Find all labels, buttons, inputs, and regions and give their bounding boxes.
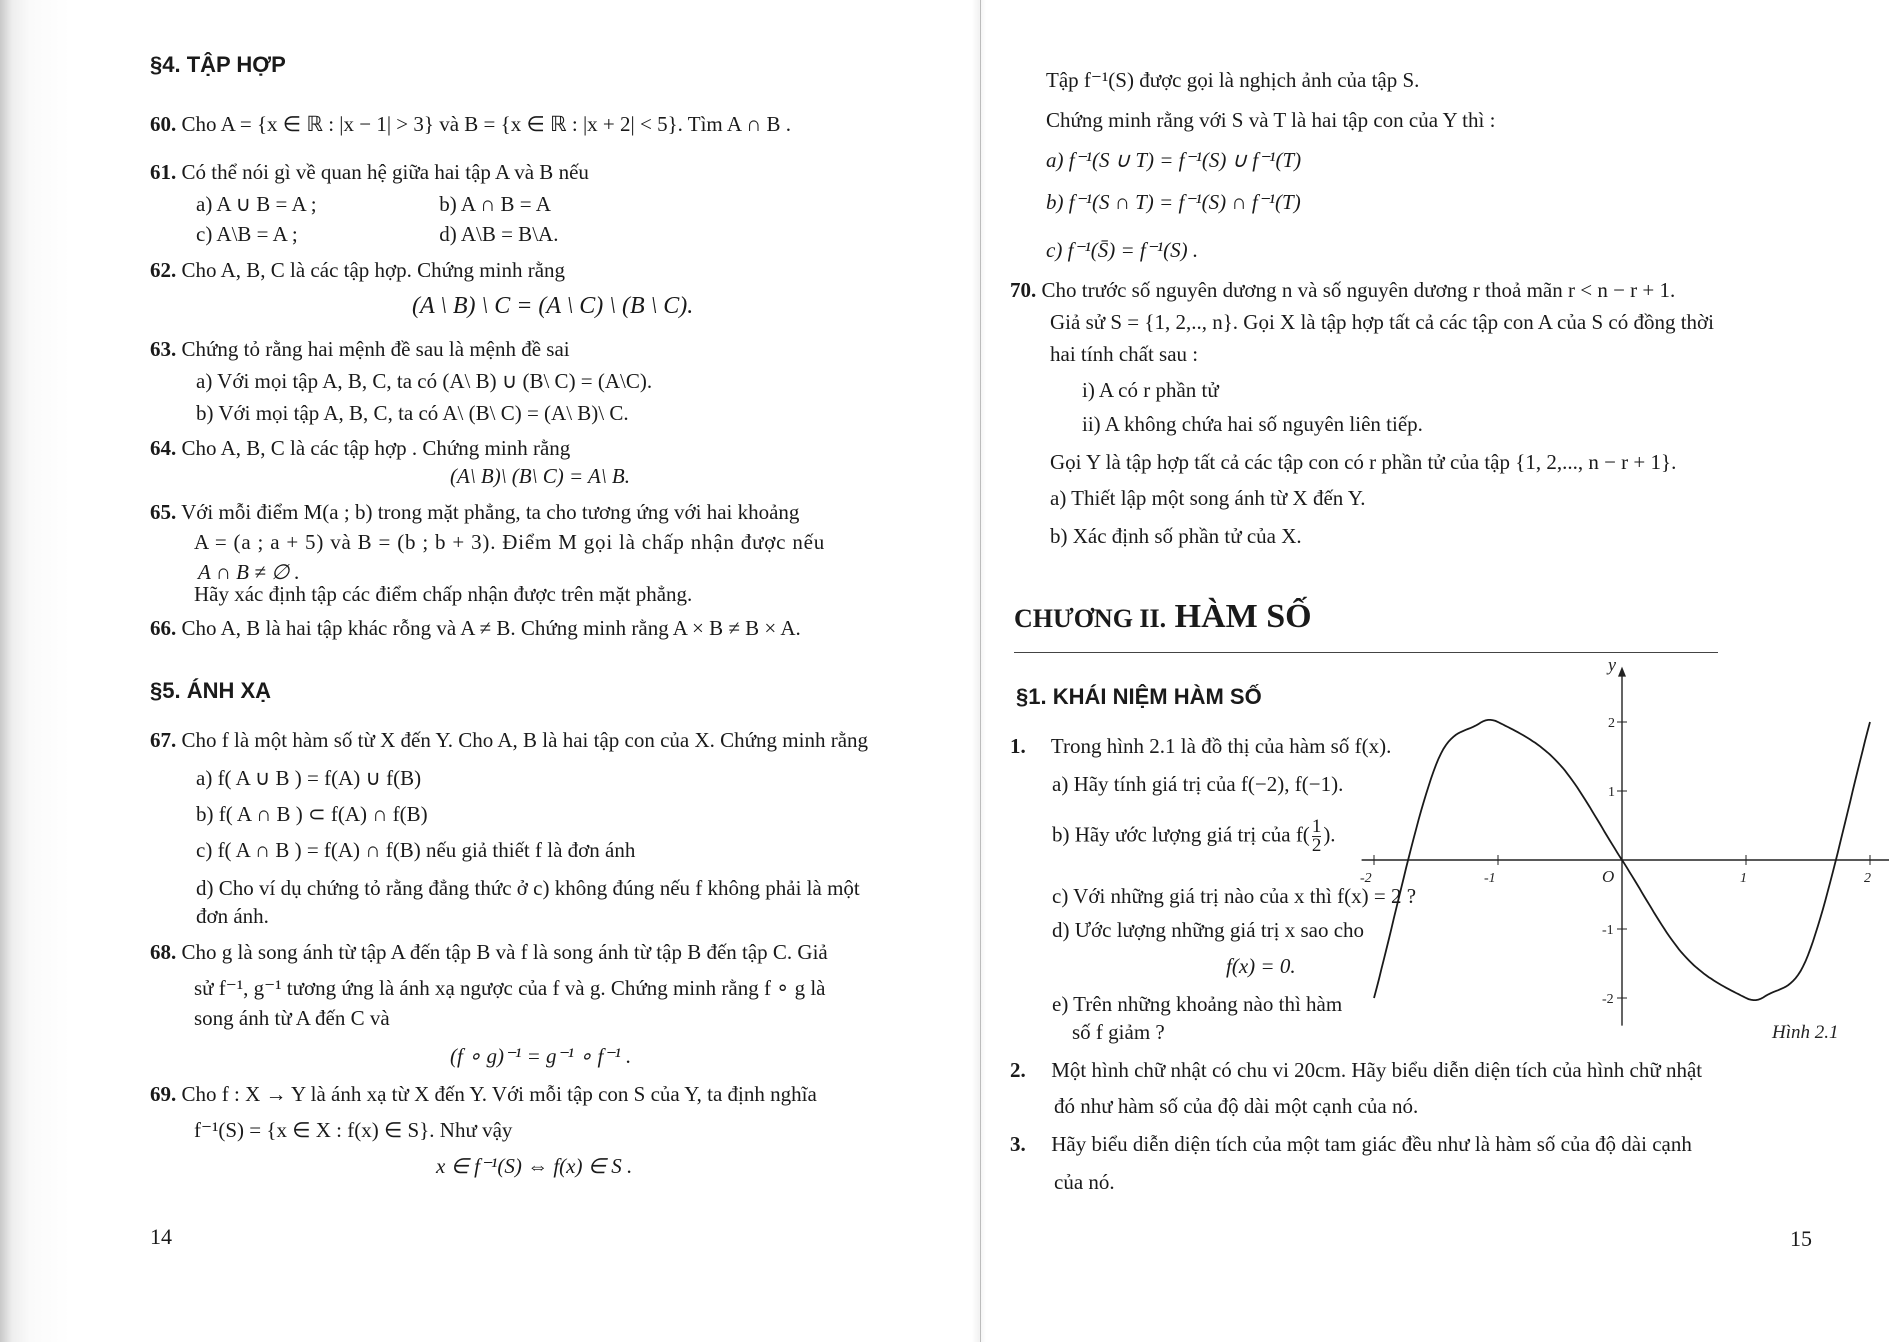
exercise-text: Chứng tỏ rằng hai mệnh đề sau là mệnh đề sai — [181, 337, 570, 361]
exercise-70-line-3: hai tính chất sau : — [1050, 342, 1199, 366]
intro-line-1: Tập f⁻¹(S) được gọi là nghịch ảnh của tập S. — [1046, 68, 1420, 92]
exercise-68-line-2: sử f⁻¹, g⁻¹ tương ứng là ánh xạ ngược của f và g. Chứng minh rằng f ∘ g là — [194, 976, 826, 1000]
b-suffix: ). — [1323, 822, 1336, 847]
x-tick-label: 1 — [1740, 871, 1747, 886]
exercise-text: Có thể nói gì về quan hệ giữa hai tập A và B nếu — [181, 160, 589, 184]
exercise-68 — [150, 936, 950, 968]
exercise-62 — [150, 254, 950, 286]
exercise-line-1: Một hình chữ nhật có chu vi 20cm. Hãy biểu diễn diện tích của hình chữ nhật — [1051, 1058, 1703, 1082]
exercise-64-formula: (A\ B)\ (B\ C) = A\ B. — [450, 464, 630, 488]
section-1-title: §1. KHÁI NIỆM HÀM SỐ — [1016, 684, 1262, 709]
y-tick-label: -1 — [1602, 923, 1614, 938]
exercise-67-d1: d) Cho ví dụ chứng tỏ rằng đẳng thức ở c) không đúng nếu f không phải là một — [196, 876, 860, 900]
exercise-number: 67. — [150, 728, 177, 752]
exercise-number: 63. — [150, 337, 177, 361]
exercise-62-formula: (A \ B) \ C = (A \ C) \ (B \ C). — [412, 293, 694, 319]
exercise-number: 3. — [1010, 1132, 1026, 1156]
exercise-69 — [150, 1078, 950, 1110]
exercise-1-d-formula: f(x) = 0. — [1226, 954, 1296, 978]
exercise-text: Cho A, B, C là các tập hợp . Chứng minh rằng — [181, 436, 571, 460]
left-page — [150, 0, 950, 1342]
spine-fold-line — [980, 0, 981, 1342]
exercise-2-line-2: đó như hàm số của độ dài một cạnh của nó. — [1054, 1094, 1419, 1118]
option-a: a) A ∪ B = A ; — [196, 192, 317, 216]
book-spine — [972, 0, 986, 1342]
exercise-67 — [150, 724, 950, 756]
exercise-text: Cho A = {x ∈ ℝ : |x − 1| > 3} và B = {x ∈ ℝ : |x + 2| < 5}. Tìm A ∩ B . — [181, 112, 792, 136]
section-5-title: §5. ÁNH XẠ — [150, 678, 272, 703]
exercise-68-formula: (f ∘ g)⁻¹ = g⁻¹ ∘ f⁻¹ . — [450, 1044, 632, 1068]
y-axis-arrow — [1618, 667, 1626, 677]
exercise-70-b: b) Xác định số phần tử của X. — [1050, 524, 1302, 548]
exercise-65-line-3: A ∩ B ≠ ∅ . — [198, 560, 300, 584]
section-4-title: §4. TẬP HỢP — [150, 52, 286, 77]
fraction-numerator: 1 — [1311, 816, 1322, 837]
property-a: a) f⁻¹(S ∪ T) = f⁻¹(S) ∪ f⁻¹(T) — [1046, 148, 1302, 172]
exercise-number: 61. — [150, 160, 177, 184]
exercise-65-line-4: Hãy xác định tập các điểm chấp nhận được trên mặt phẳng. — [194, 582, 693, 606]
exercise-63 — [150, 333, 950, 365]
exercise-number: 1. — [1010, 734, 1026, 758]
option-d: d) A\B = B\A. — [439, 222, 559, 246]
exercise-number: 65. — [150, 500, 177, 524]
exercise-number: 66. — [150, 616, 177, 640]
exercise-3-line-2: của nó. — [1054, 1170, 1115, 1194]
exercise-70 — [1010, 274, 1830, 306]
x-tick-label: -1 — [1484, 871, 1496, 886]
intro-line-2: Chứng minh rằng với S và T là hai tập con của Y thì : — [1046, 108, 1496, 132]
exercise-number: 64. — [150, 436, 177, 460]
exercise-text: Trong hình 2.1 là đồ thị của hàm số f(x). — [1050, 734, 1392, 758]
chapter-prefix: CHƯƠNG II. — [1014, 604, 1167, 633]
figure-2-1-graph — [1360, 654, 1871, 1046]
exercise-number: 68. — [150, 940, 177, 964]
chapter-heading — [1014, 598, 1830, 636]
fraction-denominator: 2 — [1311, 835, 1322, 856]
property-c: c) f⁻¹(S̄) = f⁻¹(S) . — [1046, 238, 1199, 262]
exercise-number: 62. — [150, 258, 177, 282]
exercise-61-row1 — [150, 188, 950, 220]
exercise-line-1: Cho f : X → Y là ánh xạ từ X đến Y. Với mỗi tập con S của Y, ta định nghĩa — [181, 1082, 817, 1106]
exercise-67-a: a) f( A ∪ B ) = f(A) ∪ f(B) — [196, 766, 422, 790]
y-tick-label: 2 — [1608, 716, 1615, 731]
exercise-1-e1: e) Trên những khoảng nào thì hàm — [1052, 992, 1343, 1016]
exercise-line-1: Cho trước số nguyên dương n và số nguyên dương r thoả mãn r < n − r + 1. — [1041, 278, 1676, 302]
x-tick-label: O — [1602, 867, 1615, 886]
exercise-text: Cho A, B là hai tập khác rỗng và A ≠ B. Chứng minh rằng A × B ≠ B × A. — [181, 616, 801, 640]
exercise-text: Cho f là một hàm số từ X đến Y. Cho A, B là hai tập con của X. Chứng minh rằng — [181, 728, 869, 752]
exercise-70-line-4: Gọi Y là tập hợp tất cả các tập con có r phần tử của tập {1, 2,..., n − r + 1}. — [1050, 450, 1677, 474]
exercise-70-i: i) A có r phần tử — [1082, 378, 1219, 402]
exercise-1-e2: số f giảm ? — [1072, 1020, 1165, 1044]
exercise-61-row2 — [150, 218, 950, 250]
exercise-67-d2: đơn ánh. — [196, 904, 269, 928]
option-c: c) A\B = A ; — [196, 222, 298, 246]
page-number: 14 — [150, 1224, 172, 1249]
exercise-3 — [1010, 1128, 1830, 1160]
exercise-60 — [150, 108, 950, 140]
page-binding-shadow — [0, 0, 70, 1342]
fraction — [1312, 818, 1322, 855]
page-number: 15 — [1790, 1226, 1812, 1251]
exercise-61 — [150, 156, 950, 188]
y-tick-label: -2 — [1602, 992, 1614, 1007]
exercise-69-formula: x ∈ f⁻¹(S) ⇔ f(x) ∈ S . — [436, 1154, 633, 1178]
exercise-line-1: Cho g là song ánh từ tập A đến tập B và f là song ánh từ tập B đến tập C. Giả — [181, 940, 828, 964]
exercise-67-b: b) f( A ∩ B ) ⊂ f(A) ∩ f(B) — [196, 802, 428, 826]
exercise-65-line-2: A = (a ; a + 5) và B = (b ; b + 3). Điểm M gọi là chấp nhận được nếu — [194, 530, 826, 554]
exercise-70-ii: ii) A không chứa hai số nguyên liên tiếp. — [1082, 412, 1423, 436]
y-axis-label: y — [1608, 654, 1616, 675]
exercise-number: 70. — [1010, 278, 1037, 302]
x-tick-label: -2 — [1360, 871, 1372, 886]
exercise-number: 60. — [150, 112, 177, 136]
exercise-69-line-2: f⁻¹(S) = {x ∈ X : f(x) ∈ S}. Như vậy — [194, 1118, 513, 1142]
property-b: b) f⁻¹(S ∩ T) = f⁻¹(S) ∩ f⁻¹(T) — [1046, 190, 1301, 214]
figure-caption: Hình 2.1 — [1772, 1022, 1839, 1043]
x-tick-label: 2 — [1864, 871, 1871, 886]
exercise-1-a: a) Hãy tính giá trị của f(−2), f(−1). — [1052, 772, 1344, 796]
exercise-1-d: d) Ước lượng những giá trị x sao cho — [1052, 918, 1365, 942]
exercise-line-1: Với mỗi điểm M(a ; b) trong mặt phẳng, ta cho tương ứng với hai khoảng — [181, 500, 800, 524]
exercise-63-a: a) Với mọi tập A, B, C, ta có (A\ B) ∪ (B\ C) = (A\C). — [196, 369, 653, 393]
exercise-67-c: c) f( A ∩ B ) = f(A) ∩ f(B) nếu giả thiết f là đơn ánh — [196, 838, 636, 862]
exercise-70-line-2: Giả sử S = {1, 2,.., n}. Gọi X là tập hợp tất cả các tập con A của S có đồng thời — [1050, 310, 1714, 334]
exercise-70-a: a) Thiết lập một song ánh từ X đến Y. — [1050, 486, 1366, 510]
exercise-number: 69. — [150, 1082, 177, 1106]
exercise-1-c: c) Với những giá trị nào của x thì f(x) = 2 ? — [1052, 884, 1417, 908]
exercise-2 — [1010, 1054, 1830, 1086]
b-prefix: b) Hãy ước lượng giá trị của f( — [1052, 822, 1310, 847]
chapter-title: HÀM SỐ — [1174, 598, 1312, 635]
exercise-66 — [150, 612, 950, 644]
exercise-text: Cho A, B, C là các tập hợp. Chứng minh rằng — [181, 258, 566, 282]
y-tick-label: 1 — [1608, 785, 1615, 800]
exercise-63-b: b) Với mọi tập A, B, C, ta có A\ (B\ C) = (A\ B)\ C. — [196, 401, 629, 425]
exercise-65 — [150, 496, 950, 528]
exercise-68-line-3: song ánh từ A đến C và — [194, 1006, 390, 1030]
exercise-number: 2. — [1010, 1058, 1026, 1082]
option-b: b) A ∩ B = A — [439, 192, 551, 216]
exercise-line-1: Hãy biểu diễn diện tích của một tam giác đều như là hàm số của độ dài cạnh — [1051, 1132, 1692, 1156]
chapter-rule — [1014, 652, 1718, 653]
